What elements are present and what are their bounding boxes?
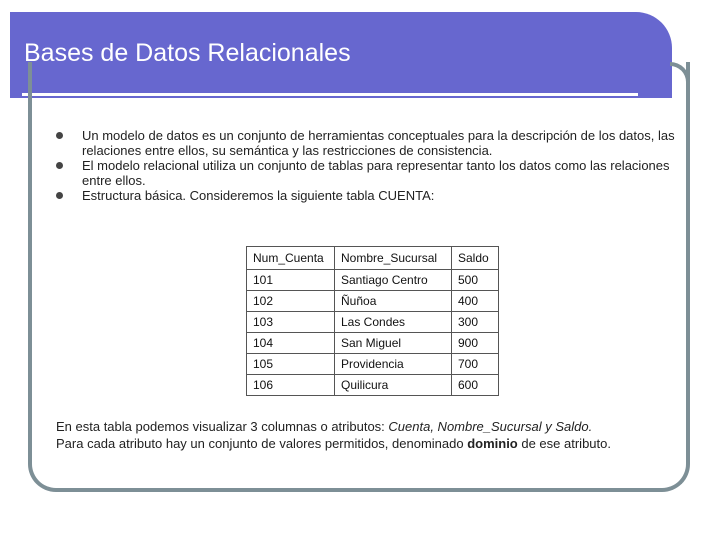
table-cell: Las Condes [335,312,452,333]
table-cell: Quilicura [335,375,452,396]
table-cell: Santiago Centro [335,270,452,291]
table-cell: 500 [452,270,499,291]
bullet-list [56,128,676,203]
footer-text [56,418,686,452]
table-cell: 103 [247,312,335,333]
table-cell: 105 [247,354,335,375]
table-cell: Ñuñoa [335,291,452,312]
table-cell: 104 [247,333,335,354]
column-header: Saldo [452,247,499,270]
table-cell: 700 [452,354,499,375]
table-cell: 400 [452,291,499,312]
table-row [247,270,499,291]
footer-line [56,435,686,452]
column-header: Nombre_Sucursal [335,247,452,270]
bullet-dot-icon [56,162,63,169]
column-header: Num_Cuenta [247,247,335,270]
table-cell: 300 [452,312,499,333]
table-cell: 900 [452,333,499,354]
table-cell: 106 [247,375,335,396]
table-row [247,354,499,375]
cuenta-table [246,246,499,396]
bullet-text: Un modelo de datos es un conjunto de herramientas conceptuales para la descripción de los datos, las relaciones entre ellos, su semántica y las restricciones de consistencia. [82,128,675,158]
footer-plain: Para cada atributo hay un conjunto de valores permitidos, denominado [56,436,468,451]
table-header-row [247,247,499,270]
footer-italic: Cuenta, Nombre_Sucursal y Saldo. [388,419,593,434]
bullet-item [56,158,676,188]
table-cell: Providencia [335,354,452,375]
table-cell: 101 [247,270,335,291]
bullet-item [56,128,676,158]
bullet-dot-icon [56,132,63,139]
bullet-text: Estructura básica. Consideremos la siguiente tabla CUENTA: [82,188,435,203]
table-cell: 102 [247,291,335,312]
table-row [247,333,499,354]
footer-plain: de ese atributo. [517,436,611,451]
footer-plain: En esta tabla podemos visualizar 3 columnas o atributos: [56,419,389,434]
table-row [247,291,499,312]
bullet-text: El modelo relacional utiliza un conjunto de tablas para representar tanto los datos como las relaciones entre ellos. [82,158,670,188]
bullet-item [56,188,676,203]
bullet-dot-icon [56,192,63,199]
table-row [247,375,499,396]
table-row [247,312,499,333]
table-cell: 600 [452,375,499,396]
footer-bold: dominio [467,436,518,451]
footer-line [56,418,686,435]
slide-title: Bases de Datos Relacionales [24,39,351,67]
table-cell: San Miguel [335,333,452,354]
